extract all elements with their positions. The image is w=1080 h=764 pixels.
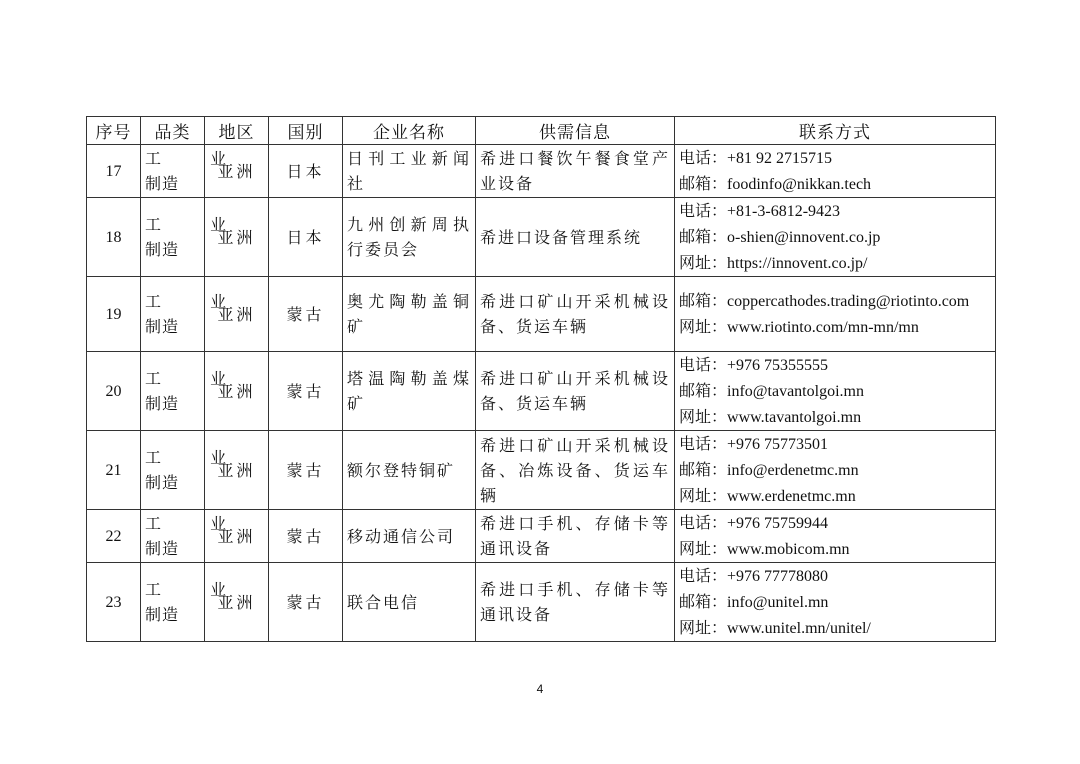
table-row	[87, 352, 996, 431]
row-supply-info: 希进口矿山开采机械设备、冶炼设备、货运车辆	[476, 431, 675, 510]
row-company-name: 额尔登特铜矿	[343, 431, 476, 510]
row-category: 工 业 制造	[141, 145, 205, 198]
row-category: 工 业 制造	[141, 563, 205, 642]
contact-email: 邮箱：info@erdenetmc.mn	[679, 460, 859, 479]
header-supply-demand: 供需信息	[476, 117, 675, 145]
contact-website: 网址：www.mobicom.mn	[679, 539, 850, 558]
row-supply-info: 希进口手机、存储卡等通讯设备	[476, 510, 675, 563]
row-serial-no: 21	[87, 431, 141, 510]
row-serial-no: 19	[87, 277, 141, 352]
row-company-name: 奥尤陶勒盖铜矿	[343, 277, 476, 352]
row-country: 蒙古	[269, 352, 343, 431]
row-supply-info: 希进口矿山开采机械设备、货运车辆	[476, 277, 675, 352]
table-row	[87, 145, 996, 198]
table-header-row	[87, 117, 996, 145]
row-contact	[675, 352, 996, 431]
row-region: 亚洲	[205, 145, 269, 198]
contact-phone: 电话：+976 77778080	[679, 566, 829, 585]
header-contact: 联系方式	[675, 117, 996, 145]
row-contact	[675, 510, 996, 563]
row-region: 亚洲	[205, 510, 269, 563]
row-category: 工 业 制造	[141, 352, 205, 431]
contact-email: 邮箱：o-shien@innovent.co.jp	[679, 227, 881, 246]
row-region: 亚洲	[205, 352, 269, 431]
row-country: 日本	[269, 145, 343, 198]
row-supply-info: 希进口矿山开采机械设备、货运车辆	[476, 352, 675, 431]
row-contact	[675, 145, 996, 198]
row-serial-no: 20	[87, 352, 141, 431]
table-row	[87, 198, 996, 277]
page-number: 4	[536, 682, 544, 696]
row-category: 工 业 制造	[141, 510, 205, 563]
row-region: 亚洲	[205, 198, 269, 277]
row-company-name: 移动通信公司	[343, 510, 476, 563]
row-company-name: 塔温陶勒盖煤矿	[343, 352, 476, 431]
row-supply-info: 希进口餐饮午餐食堂产业设备	[476, 145, 675, 198]
header-region: 地区	[205, 117, 269, 145]
row-region: 亚洲	[205, 563, 269, 642]
row-serial-no: 18	[87, 198, 141, 277]
contact-website: 网址：www.erdenetmc.mn	[679, 486, 856, 505]
header-serial-no: 序号	[87, 117, 141, 145]
contact-email: 邮箱：foodinfo@nikkan.tech	[679, 174, 872, 193]
contact-email: 邮箱：info@tavantolgoi.mn	[679, 381, 864, 400]
supplier-contact-table	[86, 116, 996, 642]
header-company-name: 企业名称	[343, 117, 476, 145]
contact-phone: 电话：+976 75355555	[679, 355, 829, 374]
row-category: 工 业 制造	[141, 198, 205, 277]
contact-phone: 电话：+81 92 2715715	[679, 148, 833, 167]
row-company-name: 日刊工业新闻社	[343, 145, 476, 198]
row-supply-info: 希进口手机、存储卡等通讯设备	[476, 563, 675, 642]
contact-phone: 电话：+81-3-6812-9423	[679, 201, 841, 220]
header-category: 品类	[141, 117, 205, 145]
row-contact	[675, 563, 996, 642]
row-category: 工 业 制造	[141, 277, 205, 352]
contact-website: 网址：https://innovent.co.jp/	[679, 253, 868, 272]
row-contact	[675, 277, 996, 352]
row-category: 工 业 制造	[141, 431, 205, 510]
row-country: 蒙古	[269, 277, 343, 352]
row-company-name: 联合电信	[343, 563, 476, 642]
contact-email: 邮箱：coppercathodes.trading@riotinto.com	[679, 291, 970, 310]
row-contact	[675, 431, 996, 510]
table-row	[87, 277, 996, 352]
row-company-name: 九州创新周执行委员会	[343, 198, 476, 277]
header-country: 国别	[269, 117, 343, 145]
row-region: 亚洲	[205, 277, 269, 352]
row-serial-no: 23	[87, 563, 141, 642]
contact-phone: 电话：+976 75759944	[679, 513, 829, 532]
contact-website: 网址：www.unitel.mn/unitel/	[679, 618, 871, 637]
table-row	[87, 510, 996, 563]
table-body	[87, 145, 996, 642]
contact-email: 邮箱：info@unitel.mn	[679, 592, 829, 611]
contact-phone: 电话：+976 75773501	[679, 434, 829, 453]
row-contact	[675, 198, 996, 277]
contact-website: 网址：www.tavantolgoi.mn	[679, 407, 862, 426]
table-row	[87, 563, 996, 642]
row-supply-info: 希进口设备管理系统	[476, 198, 675, 277]
table-row	[87, 431, 996, 510]
row-country: 蒙古	[269, 563, 343, 642]
row-country: 日本	[269, 198, 343, 277]
row-region: 亚洲	[205, 431, 269, 510]
row-serial-no: 17	[87, 145, 141, 198]
row-country: 蒙古	[269, 510, 343, 563]
row-serial-no: 22	[87, 510, 141, 563]
contact-website: 网址：www.riotinto.com/mn-mn/mn	[679, 317, 919, 336]
row-country: 蒙古	[269, 431, 343, 510]
